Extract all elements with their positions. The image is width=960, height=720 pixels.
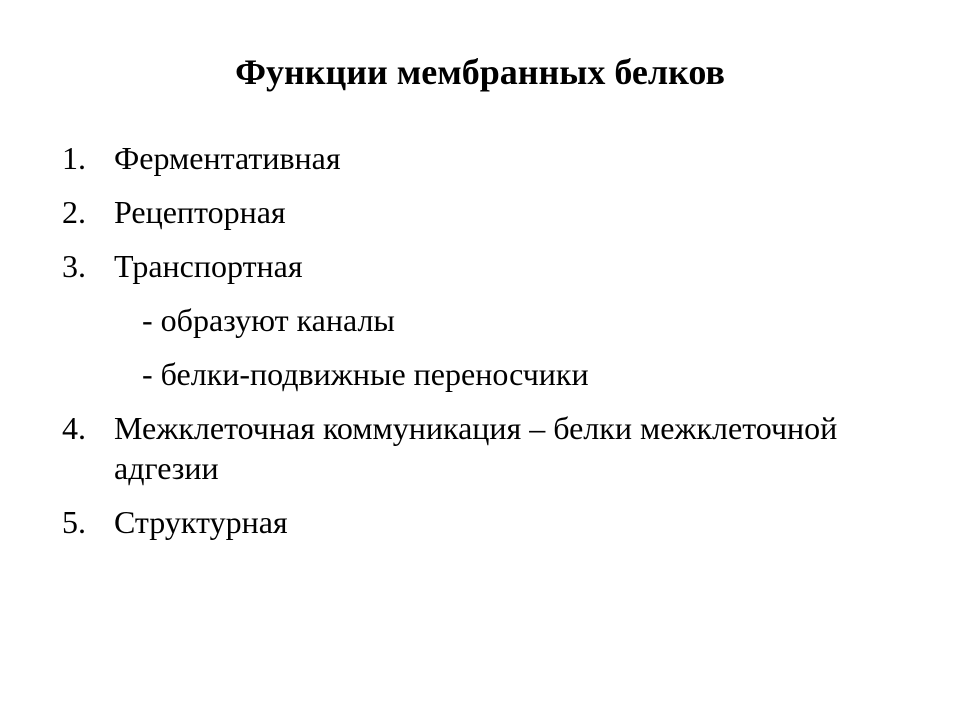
list-item-text: Транспортная	[114, 248, 303, 284]
list-item-number: 4.	[62, 410, 86, 446]
list-item	[62, 138, 922, 178]
list-subitem: - образуют каналы	[142, 302, 395, 338]
list-item-number: 3.	[62, 248, 86, 284]
list-item	[62, 192, 922, 232]
list-item-text: Структурная	[114, 504, 288, 540]
list-item-text: Рецепторная	[114, 194, 286, 230]
list-item	[62, 408, 922, 488]
functions-list	[62, 138, 922, 556]
list-item-text: Ферментативная	[114, 140, 341, 176]
list-subitem: - белки-подвижные переносчики	[142, 356, 589, 392]
list-item-number: 2.	[62, 194, 86, 230]
list-item	[62, 246, 922, 286]
list-item-number: 1.	[62, 140, 86, 176]
list-item-number: 5.	[62, 504, 86, 540]
slide-title: Функции мембранных белков	[235, 52, 725, 92]
list-item	[62, 502, 922, 542]
list-item-text: Межклеточная коммуникация – белки межклеточной адгезии	[114, 410, 838, 486]
